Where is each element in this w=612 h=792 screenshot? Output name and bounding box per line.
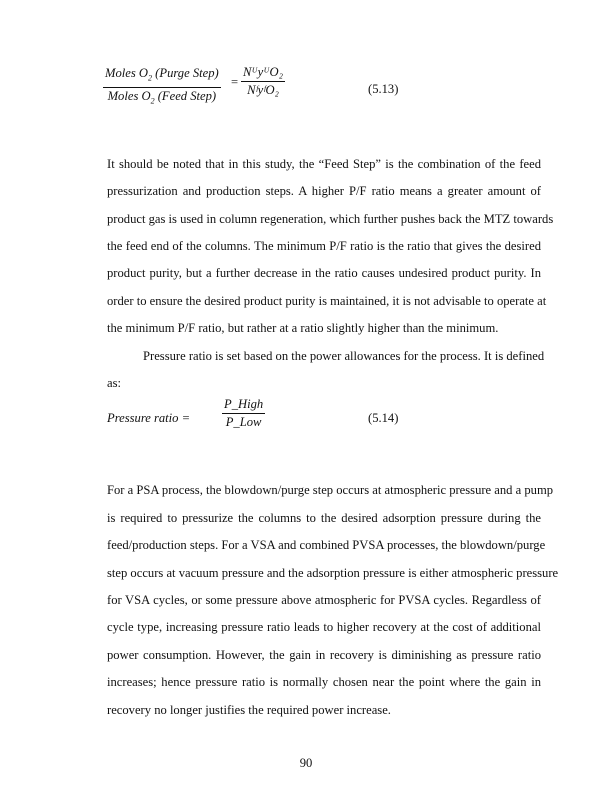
text-line: increases; hence pressure ratio is normally chosen near the point where the gain in <box>107 675 541 689</box>
text-line: pressurization and production steps. A higher P/F ratio means a greater amount of <box>107 184 541 198</box>
text-line: recovery no longer justifies the required power increase. <box>107 703 391 717</box>
eq-lhs-denominator: Moles $O_2$ (Feed Step) <box>107 88 217 106</box>
equation-5-13-lhs <box>103 66 221 108</box>
text-line: It should be noted that in this study, the “Feed Step” is the combination of the feed <box>107 157 541 171</box>
equation-number: (5.13) <box>368 82 399 96</box>
equation-5-14-lhs: Pressure ratio = <box>107 411 191 425</box>
eq-numerator: P_High <box>222 397 265 414</box>
page-number: 90 <box>299 756 313 770</box>
text-line: product gas is used in column regeneration, which further pushes back the MTZ towards <box>107 212 554 226</box>
text-line: power consumption. However, the gain in recovery is diminishing as pressure ratio <box>107 648 541 662</box>
text-line: For a PSA process, the blowdown/purge step occurs at atmospheric pressure and a pump <box>107 483 554 497</box>
text-line: product purity, but a further decrease in the ratio causes undesired product purity. In <box>107 266 541 280</box>
text-line: order to ensure the desired product purity is maintained, it is not advisable to operate at <box>107 294 547 308</box>
equation-5-14-fraction <box>222 397 265 430</box>
eq-denominator: P_Low <box>225 415 262 429</box>
text-line: the minimum P/F ratio, but rather at a ratio slightly higher than the minimum. <box>107 321 499 335</box>
eq-rhs-denominator: NᶠyᶠO₂ <box>247 83 279 97</box>
text-line: for VSA cycles, or some pressure above atmospheric for PVSA cycles. Regardless of <box>107 593 541 607</box>
equation-5-13-rhs <box>241 65 285 98</box>
eq-rhs-numerator: NᵁyᵁO₂ <box>241 65 285 82</box>
text-line: Pressure ratio is set based on the power allowances for the process. It is defined <box>143 349 545 363</box>
text-line: the feed end of the columns. The minimum P/F ratio is the ratio that gives the desired <box>107 239 541 253</box>
text-line: feed/production steps. For a VSA and combined PVSA processes, the blowdown/purge <box>107 538 546 552</box>
text-line: step occurs at vacuum pressure and the adsorption pressure is either atmospheric pressure <box>107 566 559 580</box>
equals-sign: = <box>231 75 239 89</box>
equation-number: (5.14) <box>368 411 399 425</box>
text-line: cycle type, increasing pressure ratio leads to higher recovery at the cost of additional <box>107 620 541 634</box>
eq-lhs-numerator: Moles $O_2$ (Purge Step) <box>103 66 221 88</box>
text-line: is required to pressurize the columns to the desired adsorption pressure during the <box>107 511 541 525</box>
text-line: as: <box>107 376 121 390</box>
